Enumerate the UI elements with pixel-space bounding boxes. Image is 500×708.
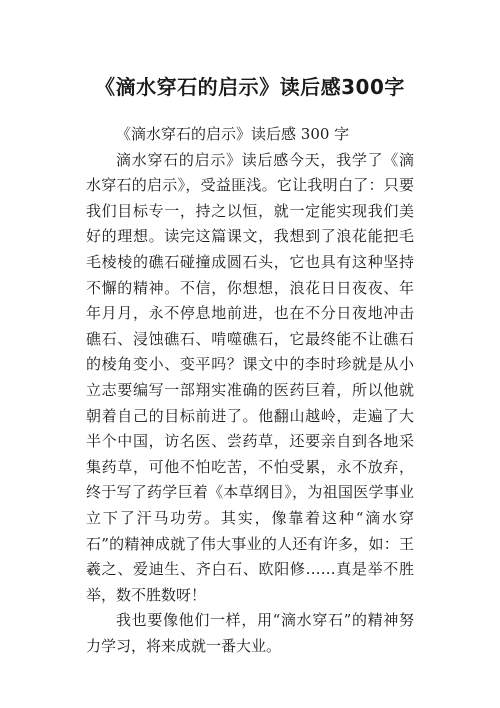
paragraph: 滴水穿石的启示》读后感今天，我学了《滴水穿石的启示》，受益匪浅。它让我明白了：只要我们目标专一，持之以恒，就一定能实现我们美好的理想。读完这篇课文，我想到了浪花能把毛毛棱棱的礁石碰撞成圆石头，它也具有这种坚持不懈的精神。不信，你想想，浪花日日夜夜、年年月月，永不停息地前进，也在不分日夜地冲击礁石、浸蚀礁石、啃噬礁石，它最终能不让礁石的棱角变小、变平吗？课文中的李时珍就是从小立志要编写一部翔实准确的医药巨着，所以他就朝着自己的目标前进了。他翻山越岭，走遍了大半个中国，访名医、尝药草，还要亲自到各地采集药草，可他不怕吃苦，不怕受累，永不放弃，终于写了药学巨着《本草纲目》，为祖国医学事业立下了汗马功劳。其实，像靠着这种“滴水穿石”的精神成就了伟大事业的人还有许多，如：王羲之、爱迪生、齐白石、欧阳修……真是举不胜举，数不胜数呀！ [86, 150, 414, 604]
page-title: 《滴水穿石的启示》读后感300字 [95, 75, 405, 100]
document-heading: 《滴水穿石的启示》读后感 300 字 [116, 125, 350, 143]
paragraph: 我也要像他们一样，用“滴水穿石”的精神努力学习，将来成就一番大业。 [86, 611, 414, 655]
document-body [86, 122, 414, 659]
